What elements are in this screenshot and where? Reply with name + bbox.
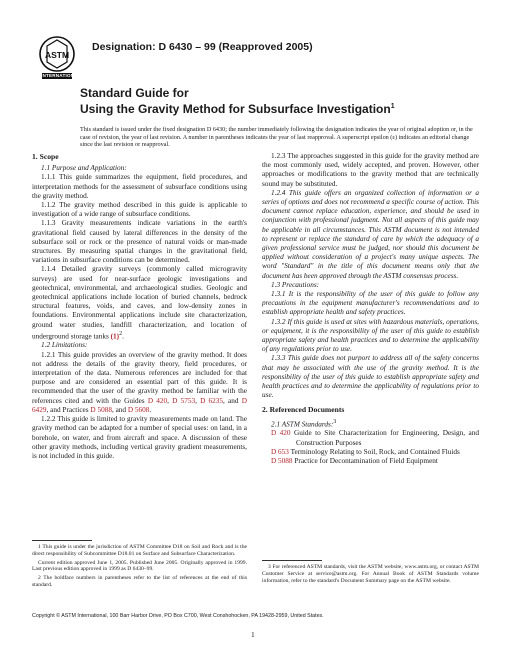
footnote-1b: Current edition approved June 1, 2005. Published June 2005. Originally approved in 1999. Last previous edition approved in 1999 as D 6430–99. bbox=[32, 559, 247, 573]
title-line-2: Using the Gravity Method for Subsurface Investigation$^1$ bbox=[80, 102, 395, 116]
section-heading-references: 2. Referenced Documents bbox=[262, 405, 345, 415]
link-d5753[interactable]: D 5753 bbox=[172, 396, 196, 405]
ref-item: D 653 Terminology Relating to Soil, Rock, and Contained Fluids bbox=[271, 447, 460, 456]
para-1-3-2: 1.3.2 If this guide is used at sites with hazardous materials, operations, or equipment, it is the responsibility of the user of this guide to establish appropriate safety and health practices and to determine the applicability of any regulations prior to use. bbox=[262, 317, 479, 354]
para-1-2: 1.2 Limitations: bbox=[41, 341, 88, 350]
para-1-1-3: 1.1.3 Gravity measurements indicate variations in the earth's gravitational field caused by lateral differences in the density of the subsurface soil or rock or the presence of natural voids or man-made structures. By measuring spatial changes in the gravitational field, variations in subsurface conditions can be determined. bbox=[32, 219, 247, 265]
para-1-2-4: 1.2.4 This guide offers an organized collection of information or a series of options and does not recommend a specific course of action. This document cannot replace education, experience, and should be used in conjunction with professional judgment. Not all aspects of this guide may be applicable in all circumstances. This ASTM document is not intended to represent or replace the standard of care by which the adequacy of a given professional service must be judged, nor should this document be applied without consideration of a project's many unique aspects. The word "Standard" in the title of this document means only that the document has been approved through the ASTM consensus process. bbox=[262, 188, 479, 280]
reference-link[interactable]: (1) bbox=[110, 332, 120, 341]
para-1-3-3: 1.3.3 This guide does not purport to address all of the safety concerns that may be associated with the use of the gravity method. It is the responsibility of the user of this guide to establish appropriate safety and health practices and to determine the applicability of regulations prior to use. bbox=[262, 354, 479, 400]
para-1-1-2: 1.1.2 The gravity method described in this guide is applicable to investigation of a wide range of subsurface conditions. bbox=[32, 201, 247, 219]
footnote-3: 3 For referenced ASTM standards, visit the ASTM website, www.astm.org, or contact ASTM Customer Service at service@astm.org. For Annual Book of ASTM Standards volume information, refer to the standard's Document Summary page on the ASTM website. bbox=[262, 564, 479, 584]
standard-note: This standard is issued under the fixed designation D 6430; the number immediately following the designation indicates the year of original adoption or, in the case of revision, the year of last revision. A number in parentheses indicates the year of last reapproval. A superscript epsilon (ε) indicates an editorial change since the last revision or reapproval. bbox=[80, 126, 473, 149]
ref-item: D 420 Guide to Site Characterization for Engineering, Design, and Construction Purposes bbox=[271, 429, 480, 447]
designation: Designation: D 6430 – 99 (Reapproved 2005) bbox=[92, 41, 313, 53]
para-1-1-4: 1.1.4 Detailed gravity surveys (commonly called microgravity surveys) are used for near-surface geologic investigations and geotechnical, environmental, and archaeological studies. Geologic and geotechnical applications include location of buried channels, bedrock structural features, voids, and caves, and low-density zones in foundations. Environmental applications include site characterization, ground water studies, landfill characterization, and location of underground storage tanks $(1)^2$. bbox=[32, 265, 247, 341]
footnotes-right bbox=[262, 564, 479, 586]
link-d420[interactable]: D 420 bbox=[147, 396, 168, 405]
footnote-2: 2 The boldface numbers in parentheses refer to the list of references at the end of this standard. bbox=[32, 575, 247, 588]
para-1-1-1: 1.1.1 This guide summarizes the equipment, field procedures, and interpretation methods for the assessment of subsurface conditions using the gravity method. bbox=[32, 173, 247, 200]
link-d5608[interactable]: D 5608 bbox=[127, 405, 150, 414]
para-1-3: 1.3 Precautions: bbox=[271, 280, 320, 289]
ref-code-link[interactable]: D 653 bbox=[271, 447, 289, 456]
page-number: 1 bbox=[251, 630, 255, 639]
para-1-2-2: 1.2.2 This guide is limited to gravity measurements made on land. The gravity method can be adapted for a number of special uses: on land, in a borehole, on water, and from aircraft and space. A discussion of these other gravity methods, including vertical gravity gradient measurements, is not included in this guide. bbox=[32, 415, 247, 460]
para-1-2-1: 1.2.1 This guide provides an overview of the gravity method. It does not address the details of the gravity theory, field procedures, or interpretation of the data. Numerous references are included for that purpose and are considered an essential part of this guide. It is recommended that the user of the gravity method be familiar with the references cited and with the Guides D 420, D 5753, D 6235, and D 6429, and Practices D 5088, and D 5608. bbox=[32, 350, 247, 414]
title-line-1: Standard Guide for bbox=[80, 86, 189, 100]
ref-code-link[interactable]: D 5088 bbox=[271, 456, 293, 465]
link-d5088[interactable]: D 5088 bbox=[90, 405, 112, 414]
title-block bbox=[80, 87, 395, 116]
para-1-2-3: 1.2.3 The approaches suggested in this guide for the gravity method are the most commonly used, widely accepted, and proven. However, other approaches or modifications to the gravity method that are technically sound may be substituted. bbox=[262, 152, 479, 188]
right-column bbox=[262, 152, 479, 466]
para-1-3-1: 1.3.1 It is the responsibility of the user of this guide to follow any precautions in the equipment manufacturer's recommendations and to establish appropriate health and safety practices. bbox=[262, 290, 479, 317]
para-1-1: 1.1 Purpose and Application: bbox=[41, 164, 127, 173]
astm-logo bbox=[33, 34, 81, 84]
footnotes-left bbox=[32, 544, 247, 591]
footnote-1: 1 This guide is under the jurisdiction of ASTM Committee D18 on Soil and Rock and is the direct responsibility of Subcommittee D18.01 on Surface and Subsurface Characterization. bbox=[32, 544, 247, 557]
footnote-rule-right bbox=[262, 560, 322, 561]
link-d6235[interactable]: D 6235 bbox=[200, 396, 224, 405]
ref-code-link[interactable]: D 420 bbox=[271, 429, 291, 438]
para-2-1: 2.1 ASTM Standards:$^3$ bbox=[271, 418, 337, 429]
ref-item: D 5088 Practice for Decontamination of Field Equipment bbox=[271, 456, 438, 465]
svg-text:ASTM: ASTM bbox=[44, 50, 70, 60]
left-column bbox=[32, 152, 247, 461]
footnote-rule-left bbox=[32, 540, 92, 541]
link-d6429[interactable]: D 6429 bbox=[32, 396, 247, 414]
logo-text: INTERNATIONAL bbox=[41, 73, 81, 78]
copyright: Copyright © ASTM International, 100 Barr Harbor Drive, PO Box C700, West Conshohocken, PA 19428-2959, United States. bbox=[32, 613, 324, 619]
section-heading-scope: 1. Scope bbox=[32, 152, 59, 161]
